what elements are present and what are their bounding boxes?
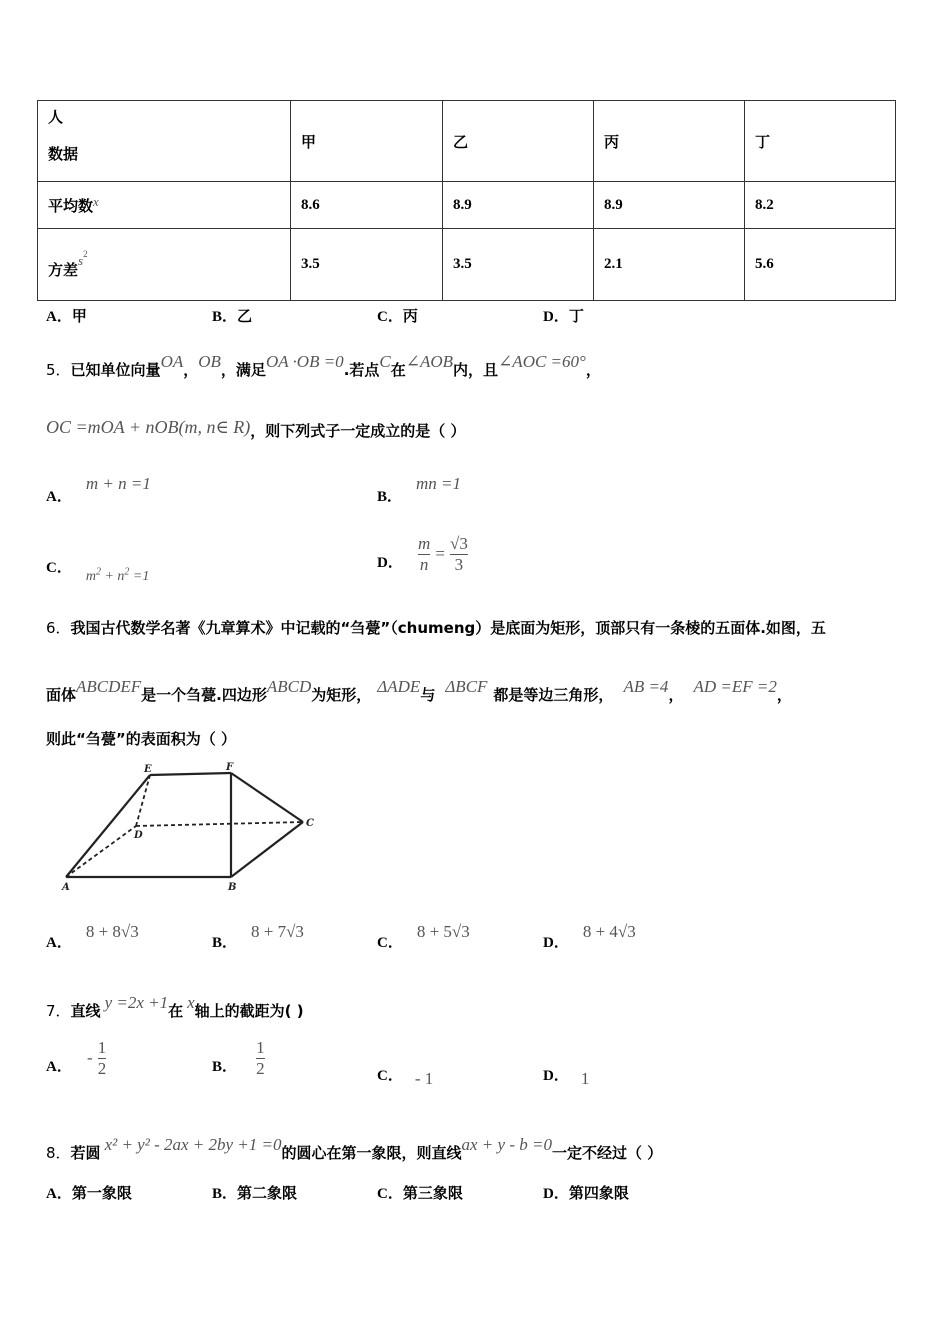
q4-option-a[interactable]: A．甲 [46,307,87,325]
edge-ef [150,773,231,775]
q5-stem-line2: OC =mOA + nOB(m, n∈ R)，则下列式子一定成立的是（ ） [46,417,466,440]
label-a: A [62,882,70,893]
row1-symbol: x [93,194,99,209]
q8-stem: 8．若圆 x² + y² - 2ax + 2by +1 =0的圆心在第一象限，则直线ax + y - b =0一定不经过（ ） [46,1135,663,1162]
header-bottom: 数据 [48,145,79,163]
q8-option-a[interactable]: A．第一象限 [46,1184,132,1202]
table-cell: 3.5 [443,229,594,301]
q5-option-d[interactable]: D． $\frac{m}{n}$ = $\frac{√3}{3}$ [377,534,468,574]
q6-option-c[interactable]: C．8 + 5√3 [377,922,470,951]
col-header: 丁 [745,101,896,182]
label-b: B [228,882,237,893]
data-table [37,100,896,301]
q8-option-c[interactable]: C．第三象限 [377,1184,463,1202]
header-top: 人 [48,108,64,126]
q7-stem: 7．直线 y =2x +1在 x轴上的截距为( ) [46,993,304,1020]
table-cell: 5.6 [745,229,896,301]
q7-option-b[interactable]: B． $\frac{1}{2}$ [212,1038,265,1078]
table-cell: 8.2 [745,182,896,229]
q5-stem-line1: 5．已知单位向量OA，OB，满足OA ·OB =0.若点C在∠AOB内，且∠AOC =60°， [46,352,601,379]
q6-stem-line2: 面体ABCDEF是一个刍甍.四边形ABCD为矩形， ΔADE与 ΔBCF 都是等边三角形， AB =4， AD =EF =2， [46,677,792,704]
row-label [38,182,291,229]
col-header: 丙 [594,101,745,182]
row-label [38,229,291,301]
q6-stem-line1: 6．我国古代数学名著《九章算术》中记载的“刍甍”（chumeng）是底面为矩形，顶部只有一条棱的五面体.如图，五 [46,619,826,637]
q7-option-a[interactable]: A． - $\frac{1}{2}$ [46,1038,107,1078]
table-cell: 2.1 [594,229,745,301]
q6-stem-line3: 则此“刍甍”的表面积为（ ） [46,730,236,748]
table-corner [38,101,291,182]
q5-option-c[interactable]: C．$m^2 + n^2 =1$ [46,560,150,584]
row2-label: 方差 [48,261,79,279]
q5-option-a[interactable]: A．m + n =1 [46,474,151,505]
row1-label: 平均数 [48,197,94,215]
chumeng-figure [56,760,326,895]
q8-option-b[interactable]: B．第二象限 [212,1184,298,1202]
row2-symbol: s [78,253,84,268]
table-cell: 8.9 [594,182,745,229]
label-e: E [144,764,152,775]
table-cell: 3.5 [291,229,443,301]
label-c: C [306,818,314,829]
q4-option-d[interactable]: D．丁 [543,307,584,325]
row2-sup: 2 [83,249,88,259]
q7-option-c[interactable]: C． - 1 [377,1068,434,1088]
q5-option-b[interactable]: B．mn =1 [377,474,462,505]
edge-dc [136,822,303,826]
q6-option-d[interactable]: D．8 + 4√3 [543,922,636,951]
q8-option-d[interactable]: D．第四象限 [543,1184,629,1202]
edge-fc [231,773,303,822]
label-d: D [134,830,143,841]
q6-option-b[interactable]: B．8 + 7√3 [212,922,304,951]
q4-option-c[interactable]: C．丙 [377,307,418,325]
label-f: F [226,762,234,773]
q7-option-d[interactable]: D． 1 [543,1068,590,1088]
q4-option-b[interactable]: B．乙 [212,307,253,325]
col-header: 甲 [291,101,443,182]
col-header: 乙 [443,101,594,182]
edge-bc [231,822,303,877]
table-cell: 8.6 [291,182,443,229]
table-cell: 8.9 [443,182,594,229]
q6-option-a[interactable]: A．8 + 8√3 [46,922,139,951]
